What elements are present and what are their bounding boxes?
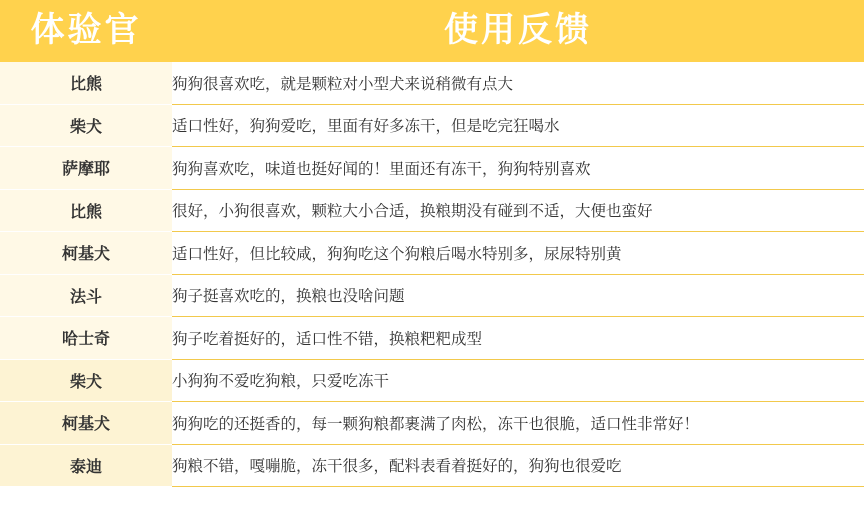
table-row xyxy=(0,402,864,445)
cell-feedback: 适口性好，但比较咸，狗狗吃这个狗粮后喝水特别多，尿尿特别黄 xyxy=(172,232,864,275)
table-row xyxy=(0,232,864,275)
cell-experiencer: 柴犬 xyxy=(0,104,172,147)
cell-feedback: 狗子挺喜欢吃的，换粮也没啥问题 xyxy=(172,274,864,317)
cell-experiencer: 比熊 xyxy=(0,62,172,104)
table-row xyxy=(0,274,864,317)
header-title-left: 体验官 xyxy=(30,12,142,49)
cell-feedback: 狗粮不错，嘎嘣脆，冻干很多，配料表看着挺好的，狗狗也很爱吃 xyxy=(172,444,864,487)
cell-feedback: 小狗狗不爱吃狗粮，只爱吃冻干 xyxy=(172,359,864,402)
cell-feedback: 狗狗很喜欢吃，就是颗粒对小型犬来说稍微有点大 xyxy=(172,62,864,104)
cell-feedback: 适口性好，狗狗爱吃，里面有好多冻干，但是吃完狂喝水 xyxy=(172,104,864,147)
table-row xyxy=(0,444,864,487)
table-row xyxy=(0,359,864,402)
table-row xyxy=(0,147,864,190)
header-title-right: 使用反馈 xyxy=(444,12,592,49)
table-row xyxy=(0,104,864,147)
cell-experiencer: 萨摩耶 xyxy=(0,147,172,190)
cell-feedback: 狗子吃着挺好的，适口性不错，换粮粑粑成型 xyxy=(172,317,864,360)
cell-feedback: 狗狗喜欢吃，味道也挺好闻的！里面还有冻干，狗狗特别喜欢 xyxy=(172,147,864,190)
cell-feedback: 狗狗吃的还挺香的，每一颗狗粮都裹满了肉松，冻干也很脆，适口性非常好！ xyxy=(172,402,864,445)
cell-experiencer: 柴犬 xyxy=(0,359,172,402)
header-cell-experiencer xyxy=(0,0,172,62)
cell-experiencer: 比熊 xyxy=(0,189,172,232)
cell-feedback: 很好，小狗很喜欢，颗粒大小合适，换粮期没有碰到不适，大便也蛮好 xyxy=(172,189,864,232)
cell-experiencer: 哈士奇 xyxy=(0,317,172,360)
cell-experiencer: 泰迪 xyxy=(0,444,172,487)
table-row xyxy=(0,62,864,104)
header-cell-feedback xyxy=(172,0,864,62)
cell-experiencer: 柯基犬 xyxy=(0,232,172,275)
cell-experiencer: 法斗 xyxy=(0,274,172,317)
table-header-row xyxy=(0,0,864,62)
table-row xyxy=(0,317,864,360)
table-row xyxy=(0,189,864,232)
cell-experiencer: 柯基犬 xyxy=(0,402,172,445)
